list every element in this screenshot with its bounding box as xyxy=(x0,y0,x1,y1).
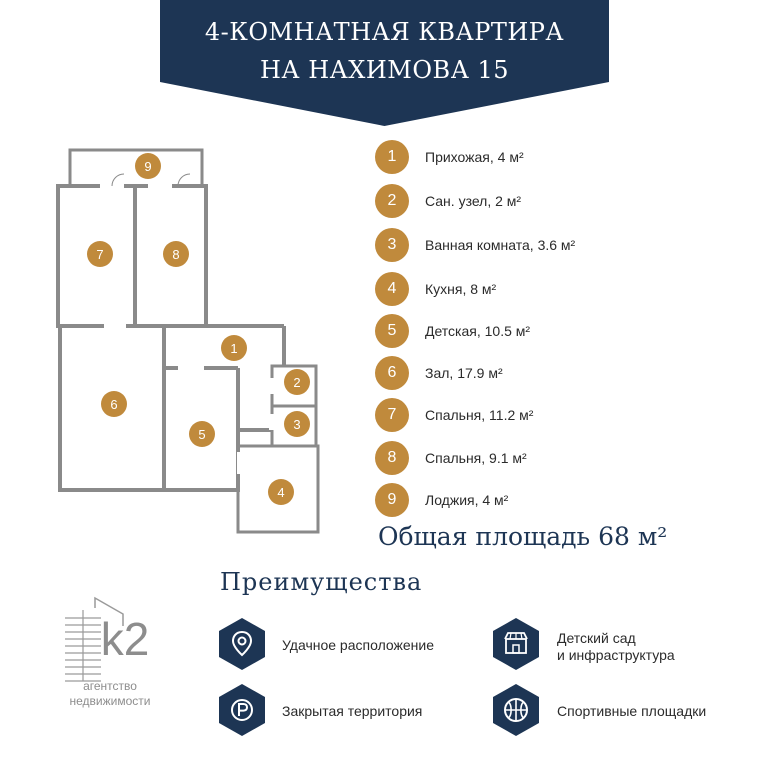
parking-icon xyxy=(219,684,265,736)
legend-item xyxy=(375,140,524,174)
room-label-1: 1 xyxy=(230,341,238,356)
room-label-7: 7 xyxy=(96,247,104,262)
legend-item xyxy=(375,441,527,475)
legend-badge: 3 xyxy=(375,228,409,262)
legend-label: Сан. узел, 2 м² xyxy=(425,193,522,209)
basketball-icon xyxy=(493,684,539,736)
total-area: Общая площадь 68 м² xyxy=(378,522,668,551)
legend-badge: 7 xyxy=(375,398,409,432)
advantage-text: Спортивные площадки xyxy=(557,703,707,719)
legend-item xyxy=(375,314,530,348)
legend-label: Спальня, 11.2 м² xyxy=(425,407,534,423)
logo-mark: k2 xyxy=(100,613,150,665)
advantage-text-line1: Детский сад xyxy=(557,630,636,646)
legend-badge: 6 xyxy=(375,356,409,390)
legend-badge: 9 xyxy=(375,483,409,517)
legend-label: Прихожая, 4 м² xyxy=(425,149,524,165)
advantages-title: Преимущества xyxy=(220,568,423,596)
kindergarten-icon xyxy=(493,618,539,670)
room-label-4: 4 xyxy=(277,485,285,500)
page-title-line2: НА НАХИМОВА 15 xyxy=(259,56,510,84)
advantage-text xyxy=(557,630,675,664)
room-label-6: 6 xyxy=(110,397,118,412)
room-label-9: 9 xyxy=(144,159,152,174)
legend-label: Ванная комната, 3.6 м² xyxy=(425,237,576,253)
advantage-text: Удачное расположение xyxy=(282,637,435,653)
legend-item xyxy=(375,228,575,262)
legend-badge: 5 xyxy=(375,314,409,348)
advantage-text: Закрытая территория xyxy=(282,703,423,719)
legend-item xyxy=(375,184,521,218)
legend-label: Лоджия, 4 м² xyxy=(425,492,509,508)
legend-label: Кухня, 8 м² xyxy=(425,281,497,297)
room-label-8: 8 xyxy=(172,247,180,262)
logo-caption-line2: недвижимости xyxy=(69,694,151,708)
legend-label: Спальня, 9.1 м² xyxy=(425,450,527,466)
legend-label: Детская, 10.5 м² xyxy=(425,323,531,339)
advantage-text-line2: и инфраструктура xyxy=(557,647,675,663)
location-pin-icon xyxy=(219,618,265,670)
room-label-2: 2 xyxy=(293,375,301,390)
page-title-line1: 4-КОМНАТНАЯ КВАРТИРА xyxy=(204,18,565,46)
room-label-5: 5 xyxy=(198,427,206,442)
legend-item xyxy=(375,272,496,306)
legend-item xyxy=(375,356,503,390)
legend-item xyxy=(375,483,508,517)
legend-badge: 1 xyxy=(375,140,409,174)
logo-caption-line1: агентство xyxy=(83,679,137,693)
legend-item xyxy=(375,398,533,432)
legend-badge: 2 xyxy=(375,184,409,218)
room-label-3: 3 xyxy=(293,417,301,432)
legend-label: Зал, 17.9 м² xyxy=(425,365,503,381)
legend-badge: 4 xyxy=(375,272,409,306)
legend-badge: 8 xyxy=(375,441,409,475)
